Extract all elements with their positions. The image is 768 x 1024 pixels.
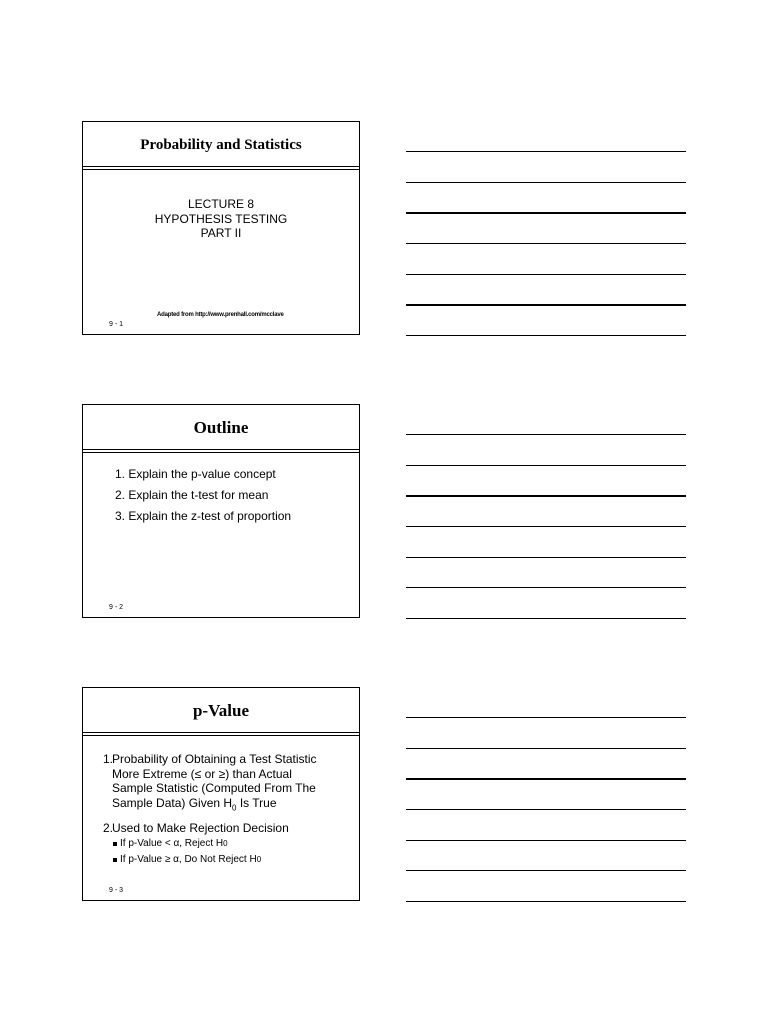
title-rule	[83, 169, 359, 170]
list-text: Used to Make Rejection Decision	[112, 821, 289, 836]
list-item	[103, 752, 353, 815]
square-bullet-icon	[113, 858, 117, 862]
note-line	[406, 151, 686, 152]
outline-list	[115, 467, 291, 530]
title-rule	[83, 449, 359, 450]
list-item: 2. Explain the t-test for mean	[115, 488, 269, 502]
title-rule	[83, 452, 359, 453]
slide-number: 9 - 2	[109, 604, 124, 611]
list-item	[103, 821, 353, 836]
note-line	[406, 840, 686, 841]
list-item: 1. Explain the p-value concept	[115, 467, 276, 481]
note-line	[406, 274, 686, 275]
note-line	[406, 526, 686, 527]
note-line	[406, 243, 686, 244]
note-line	[406, 212, 686, 214]
subscript: 0	[256, 854, 262, 864]
note-line	[406, 335, 686, 336]
pvalue-content	[103, 752, 353, 868]
lecture-line: PART II	[200, 226, 242, 240]
note-line	[406, 465, 686, 466]
source-credit: Adapted from http://www.prenhall.com/mcclave	[157, 312, 284, 318]
lecture-heading	[83, 197, 359, 241]
note-line	[406, 495, 686, 497]
note-line	[406, 557, 686, 558]
note-line	[406, 748, 686, 749]
list-number: 2.	[103, 821, 114, 836]
slide-2	[82, 404, 360, 618]
list-item: 3. Explain the z-test of proportion	[115, 509, 292, 523]
note-line	[406, 717, 686, 718]
note-line	[406, 778, 686, 780]
text-span: Is True	[236, 795, 277, 810]
note-line	[406, 870, 686, 871]
list-text	[112, 752, 317, 815]
text-span: Sample Data) Given H	[112, 795, 233, 810]
note-line	[406, 901, 686, 902]
subscript: 0	[223, 838, 228, 848]
slide-3	[82, 687, 360, 901]
slide-number: 9 - 3	[109, 887, 124, 894]
note-line	[406, 304, 686, 306]
title-rule	[83, 166, 359, 167]
note-line	[406, 809, 686, 810]
square-bullet-icon	[113, 842, 117, 846]
text-line: More Extreme (≤ or ≥) than Actual	[112, 766, 292, 781]
text-line	[112, 796, 317, 816]
note-line	[406, 182, 686, 183]
slide-2-title: Outline	[193, 418, 249, 437]
text-line: Sample Statistic (Computed From The	[112, 781, 316, 795]
slide-3-title: p-Value	[192, 701, 250, 720]
bullet-item	[113, 852, 353, 868]
bullet-text: If p-Value ≥ α, Do Not Reject H	[120, 853, 257, 865]
title-rule	[83, 735, 359, 736]
slide-1-title: Probability and Statistics	[140, 136, 302, 153]
bullet-item	[113, 836, 353, 852]
subscript: 0	[232, 802, 237, 812]
lecture-line: LECTURE 8	[187, 197, 255, 211]
note-line	[406, 434, 686, 435]
slide-1	[82, 121, 360, 335]
title-rule	[83, 732, 359, 733]
note-line	[406, 587, 686, 588]
slide-number: 9 - 1	[109, 321, 124, 328]
bullet-text: If p-Value < α, Reject H	[120, 837, 224, 849]
note-line	[406, 618, 686, 619]
lecture-line: HYPOTHESIS TESTING	[154, 211, 288, 226]
text-line: Probability of Obtaining a Test Statistic	[112, 752, 317, 766]
list-number: 1.	[103, 752, 114, 766]
